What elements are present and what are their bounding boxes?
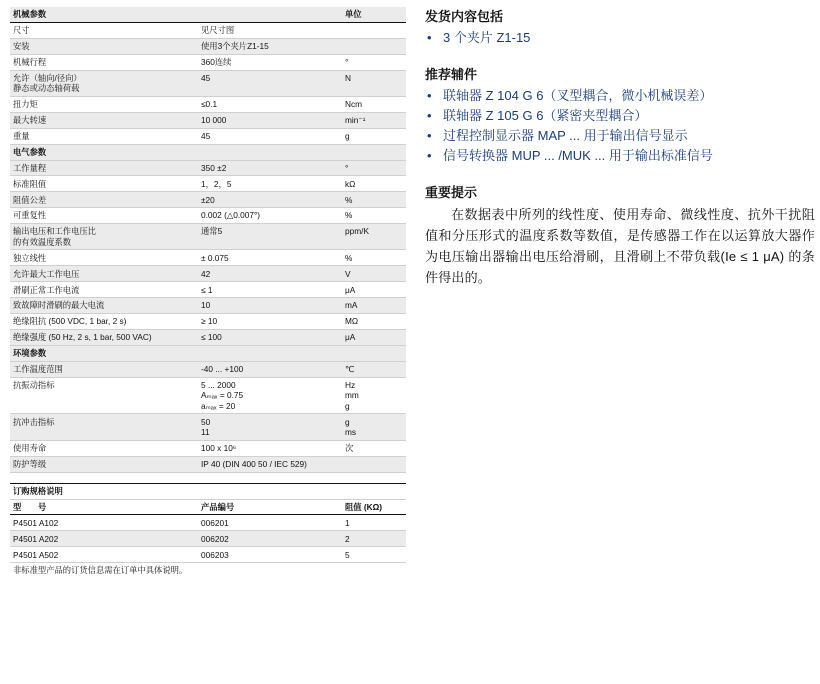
mech-header-row [10,7,406,23]
elec-unit: mA [345,300,358,311]
mech-row [10,113,406,129]
elec-name: 阻值公差 [13,194,47,205]
elec-unit: MΩ [345,316,359,327]
elec-name: 工作量程 [13,162,47,173]
env-header: 环境参数 [13,348,47,359]
env-value: 50 11 [201,416,211,438]
elec-unit: % [345,194,353,205]
order-code: 006203 [201,549,229,560]
elec-unit: kΩ [345,178,356,189]
mech-value: ≤0.1 [201,99,218,110]
mech-unit: min⁻¹ [345,115,366,126]
elec-name: 标准阻值 [13,178,47,189]
unit-header: 单位 [345,9,362,20]
mech-row [10,39,406,55]
env-name: 使用寿命 [13,443,47,454]
elec-row [10,314,406,330]
accessory-item: • 联轴器 Z 105 G 6（紧密夹型耦合） [425,106,815,126]
elec-header: 电气参数 [13,146,47,157]
mech-unit: Ncm [345,99,363,110]
mech-value: 10 000 [201,115,227,126]
elec-header-row [10,145,406,161]
elec-unit: % [345,252,353,263]
env-name: 防护等级 [13,459,47,470]
accessory-item: • 联轴器 Z 104 G 6（叉型耦合，微小机械误差） [425,86,815,106]
order-code: 006202 [201,533,229,544]
mech-row [10,129,406,145]
elec-value: 1，2，5 [201,178,232,189]
elec-value: 42 [201,268,211,279]
elec-value: 10 [201,300,211,311]
order-type-header: 型 号 [13,501,47,512]
elec-name: 滑刷正常工作电流 [13,284,80,295]
elec-name: 绝缘阻抗 (500 VDC, 1 bar, 2 s) [13,316,127,327]
elec-value: ± 0.075 [201,252,229,263]
order-type: P4501 A102 [13,517,59,528]
order-header-row [10,500,406,516]
right-column [425,8,815,288]
elec-value: 通常5 [201,226,223,237]
env-row [10,414,406,440]
elec-row [10,192,406,208]
delivery-title: 发货内容包括 [425,9,504,24]
env-unit: ℃ [345,364,355,374]
notice-title: 重要提示 [425,185,478,200]
mech-value: 使用3个夹片Z1-15 [201,41,269,52]
elec-value: 350 ±2 [201,162,227,173]
accessory-item: • 过程控制显示器 MAP ... 用于输出信号显示 [425,126,815,146]
elec-row [10,330,406,346]
elec-row [10,298,406,314]
elec-name: 可重复性 [13,210,47,221]
elec-row [10,224,406,250]
order-code-header: 产品编号 [201,501,235,512]
env-row [10,362,406,378]
mech-unit: ° [345,56,349,67]
accessories-title: 推荐辅件 [425,67,478,82]
mech-name: 尺寸 [13,25,30,36]
elec-unit: μA [345,332,356,343]
order-res-header: 阻值 (KΩ) [345,501,383,512]
delivery-item: • 3 个夹片 Z1-15 [425,28,815,48]
mech-row [10,97,406,113]
env-name: 抗冲击指标 [13,416,55,427]
mech-unit: N [345,72,351,83]
env-value: 5 ... 2000 Aₘₐₓ = 0.75 aₘₐₓ = 20 [201,379,244,411]
env-name: 工作温度范围 [13,364,63,374]
mech-name: 允许（轴向/径向） 静态或动态轴荷载 [13,72,82,94]
mech-header: 机械参数 [13,9,47,20]
env-unit: Hz mm g [345,379,359,411]
order-res: 5 [345,549,350,560]
elec-unit: % [345,210,353,221]
env-row [10,457,406,473]
mech-name: 机械行程 [13,56,47,67]
order-row [10,547,406,563]
elec-value: 0.002 (△0.007°) [201,210,261,221]
env-unit: g ms [345,416,357,438]
mech-value: 45 [201,131,211,142]
order-code: 006201 [201,517,229,528]
elec-row [10,208,406,224]
order-res: 1 [345,517,350,528]
env-name: 抗振动指标 [13,379,55,390]
elec-value: ≤ 1 [201,284,213,295]
elec-row [10,176,406,192]
mech-value: 45 [201,72,211,83]
mech-row [10,71,406,97]
elec-value: ≥ 10 [201,316,218,327]
elec-unit: μA [345,284,356,295]
elec-row [10,266,406,282]
mech-row [10,55,406,71]
mech-row [10,23,406,39]
accessories-list [425,86,815,166]
env-value: -40 ... +100 [201,364,244,374]
elec-name: 致故障时滑刷的最大电流 [13,300,105,311]
footnote-row [10,563,406,578]
mech-name: 安装 [13,41,30,52]
elec-unit: ° [345,162,349,173]
elec-row [10,161,406,177]
order-title-row [10,484,406,500]
order-title: 订购规格说明 [13,485,63,496]
order-type: P4501 A202 [13,533,59,544]
elec-name: 绝缘强度 (50 Hz, 2 s, 1 bar, 500 VAC) [13,332,152,343]
env-unit: 次 [345,443,354,454]
notice-text: 在数据表中所列的线性度、使用寿命、微线性度、抗外干扰阻值和分压形式的温度系数等数值，是传感器工作在以运算放大器作为电压输出器输出电压给滑刷，且滑刷上不带负载(Ie ≤ 1 μA) 的条件得出的。 [425,207,815,285]
order-type: P4501 A502 [13,549,59,560]
env-header-row [10,346,406,362]
elec-value: ±20 [201,194,215,205]
env-value: 100 x 10⁶ [201,443,237,454]
footnote: 非标准型产品的订货信息需在订单中具体说明。 [13,565,188,576]
elec-row [10,282,406,298]
elec-name: 独立线性 [13,252,47,263]
mech-value: 见尺寸图 [201,25,235,36]
elec-name: 允许最大工作电压 [13,268,80,279]
order-row [10,531,406,547]
mech-name: 重量 [13,131,30,142]
elec-unit: V [345,268,351,279]
elec-row [10,250,406,266]
delivery-list [425,28,815,48]
env-row [10,441,406,457]
env-row [10,378,406,415]
elec-value: ≤ 100 [201,332,222,343]
elec-name: 输出电压和工作电压比 的有效温度系数 [13,226,96,247]
accessory-item: • 信号转换器 MUP ... /MUK ... 用于输出标准信号 [425,146,815,166]
spec-table [10,7,406,578]
order-row [10,515,406,531]
mech-value: 360连续 [201,56,232,67]
mech-name: 最大转速 [13,115,47,126]
order-res: 2 [345,533,350,544]
mech-name: 扭力矩 [13,99,38,110]
env-value: IP 40 (DIN 400 50 / IEC 529) [201,459,307,470]
mech-unit: g [345,131,350,142]
elec-unit: ppm/K [345,226,369,237]
